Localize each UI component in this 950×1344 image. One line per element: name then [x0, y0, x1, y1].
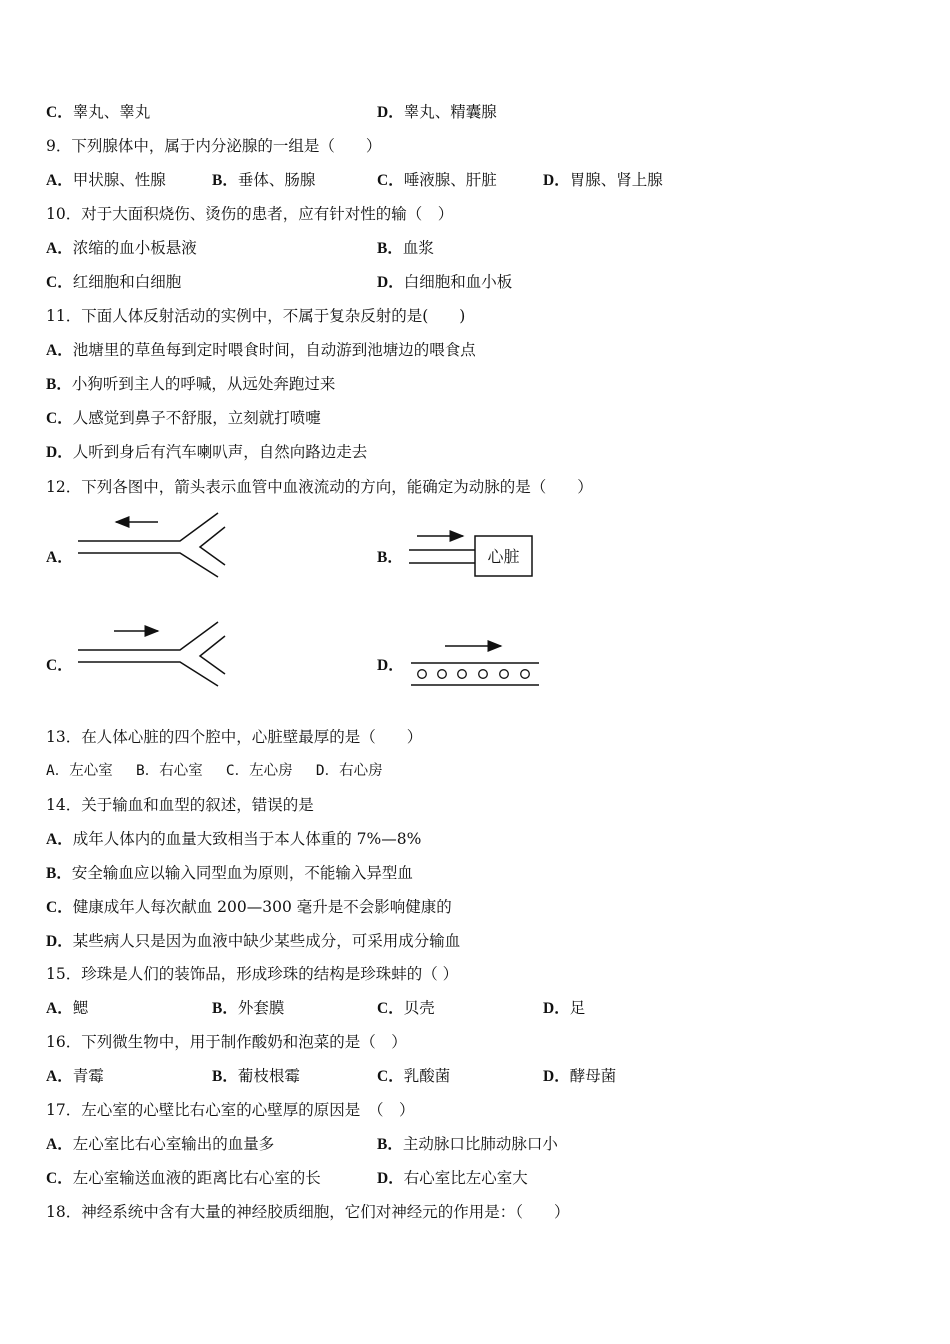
- option-letter: D．: [46, 933, 73, 950]
- q12-option-b: [377, 547, 403, 568]
- option-text: 小狗听到主人的呼喊，从远处奔跑过来: [71, 375, 336, 393]
- option-letter: C．: [46, 104, 73, 121]
- option-letter: A．: [46, 342, 73, 359]
- vessel-lower-branch: [78, 553, 218, 577]
- option-text: 足: [569, 999, 586, 1017]
- option-letter: B．: [46, 376, 72, 393]
- option-text: 左心室比右心室输出的血量多: [72, 1135, 275, 1153]
- q16-option-d: [543, 1066, 616, 1087]
- option-letter: D．: [377, 1170, 404, 1187]
- q12-stem: 12．下列各图中，箭头表示血管中血液流动的方向，能确定为动脉的是（ ）: [46, 478, 593, 496]
- option-letter: D．: [377, 104, 404, 121]
- blood-cells: [418, 670, 530, 679]
- q14-option-c: [46, 897, 452, 918]
- q8-option-d: [377, 102, 497, 123]
- q10-option-a: [46, 238, 197, 259]
- option-text: 红细胞和白细胞: [72, 273, 182, 291]
- option-text: 左心室输送血液的距离比右心室的长: [72, 1169, 321, 1187]
- option-letter: A．: [46, 1000, 73, 1017]
- blood-cell: [479, 670, 488, 679]
- option-text: 某些病人只是因为血液中缺少某些成分，可采用成分输血: [72, 932, 461, 950]
- option-text: 成年人体内的血量大致相当于本人体重的 7%—8%: [72, 830, 422, 848]
- heart-label: 心脏: [487, 547, 520, 566]
- q10-stem: 10．对于大面积烧伤、烫伤的患者，应有针对性的输（ ）: [46, 205, 454, 223]
- q10-option-c: [46, 272, 181, 293]
- blood-cell: [438, 670, 447, 679]
- option-letter: C．: [46, 657, 73, 674]
- option-letter: A．: [46, 240, 73, 257]
- option-text: 人感觉到鼻子不舒服，立刻就打喷嚏: [72, 409, 321, 427]
- option-letter: B．: [212, 1068, 238, 1085]
- option-letter: D．: [46, 444, 73, 461]
- q10-option-d: [377, 272, 512, 293]
- option-text: 乳酸菌: [403, 1067, 451, 1085]
- option-letter: B．: [377, 240, 403, 257]
- q15-option-a: [46, 998, 88, 1019]
- option-letter: D．: [543, 172, 570, 189]
- q17-option-a: [46, 1134, 274, 1155]
- q13-stem: 13．在人体心脏的四个腔中，心脏壁最厚的是（ ）: [46, 728, 423, 746]
- q12-option-a: [46, 547, 73, 568]
- option-letter: C．: [377, 1000, 404, 1017]
- q15-option-c: [377, 998, 435, 1019]
- option-text: 甲状腺、性腺: [72, 171, 166, 189]
- option-text: 唾液腺、肝脏: [403, 171, 497, 189]
- q14-option-b: [46, 863, 413, 884]
- q9-stem: 9．下列腺体中，属于内分泌腺的一组是（ ）: [46, 137, 382, 155]
- option-text: 睾丸、睾丸: [72, 103, 151, 121]
- q11-option-a: [46, 340, 476, 361]
- option-letter: B．: [377, 1136, 403, 1153]
- option-letter: A．: [46, 831, 73, 848]
- q12-diagram-c: [70, 615, 240, 695]
- q15-option-d: [543, 998, 585, 1019]
- option-letter: D．: [543, 1000, 570, 1017]
- option-letter: A．: [46, 1136, 73, 1153]
- option-letter: D．: [377, 274, 404, 291]
- q11-option-b: [46, 374, 335, 395]
- option-text: 酵母菌: [569, 1067, 617, 1085]
- option-text: 外套膜: [237, 999, 285, 1017]
- blood-cell: [418, 670, 427, 679]
- option-letter: D．: [543, 1068, 570, 1085]
- option-letter: C．: [46, 410, 73, 427]
- option-text: 鳃: [72, 999, 89, 1017]
- option-letter: C．: [377, 172, 404, 189]
- q17-option-c: [46, 1168, 321, 1189]
- option-text: 人听到身后有汽车喇叭声，自然向路边走去: [72, 443, 368, 461]
- option-letter: C．: [377, 1068, 404, 1085]
- option-text: 健康成年人每次献血 200—300 毫升是不会影响健康的: [72, 898, 452, 916]
- option-letter: A．: [46, 1068, 73, 1085]
- q8-option-c: [46, 102, 150, 123]
- blood-cell: [458, 670, 467, 679]
- option-letter: B．: [212, 1000, 238, 1017]
- q10-option-b: [377, 238, 434, 259]
- option-text: 睾丸、精囊腺: [403, 103, 497, 121]
- q16-option-b: [212, 1066, 300, 1087]
- option-text: 右心室比左心室大: [403, 1169, 528, 1187]
- q15-stem: 15．珍珠是人们的装饰品，形成珍珠的结构是珍珠蚌的（ ）: [46, 965, 459, 983]
- option-text: 浓缩的血小板悬液: [72, 239, 197, 257]
- q14-option-a: [46, 829, 421, 850]
- q16-option-c: [377, 1066, 450, 1087]
- q12-option-d: [377, 655, 404, 676]
- q13-options: A．左心室 B．右心室 C．左心房 D．右心房: [46, 763, 383, 779]
- option-letter: C．: [46, 899, 73, 916]
- option-letter: A．: [46, 172, 73, 189]
- vessel-fork-inner: [200, 636, 225, 674]
- q12-diagram-b: [405, 525, 540, 585]
- q16-stem: 16．下列微生物中，用于制作酸奶和泡菜的是（ ）: [46, 1033, 407, 1051]
- q17-stem: 17．左心室的心壁比右心室的心壁厚的原因是 （ ）: [46, 1101, 415, 1119]
- q18-stem: 18．神经系统中含有大量的神经胶质细胞，它们对神经元的作用是：（ ）: [46, 1203, 570, 1221]
- option-text: 贝壳: [403, 999, 435, 1017]
- q11-stem: 11．下面人体反射活动的实例中，不属于复杂反射的是( ): [46, 307, 466, 325]
- q9-option-c: [377, 170, 497, 191]
- q17-option-d: [377, 1168, 528, 1189]
- option-text: 垂体、肠腺: [237, 171, 316, 189]
- option-text: 胃腺、肾上腺: [569, 171, 663, 189]
- option-text: 池塘里的草鱼每到定时喂食时间，自动游到池塘边的喂食点: [72, 341, 476, 359]
- q9-option-b: [212, 170, 315, 191]
- vessel-lower-branch: [78, 662, 218, 686]
- option-letter: C．: [46, 274, 73, 291]
- option-letter: B．: [46, 865, 72, 882]
- q12-diagram-a: [70, 505, 240, 585]
- q14-option-d: [46, 931, 460, 952]
- q11-option-c: [46, 408, 321, 429]
- vessel-fork-inner: [200, 527, 225, 565]
- q16-option-a: [46, 1066, 104, 1087]
- q14-stem: 14．关于输血和血型的叙述，错误的是: [46, 796, 314, 814]
- q17-option-b: [377, 1134, 558, 1155]
- q9-option-a: [46, 170, 166, 191]
- q15-option-b: [212, 998, 284, 1019]
- option-letter: A．: [46, 549, 73, 566]
- q12-diagram-d: [405, 635, 545, 690]
- option-text: 葡枝根霉: [237, 1067, 300, 1085]
- q12-option-c: [46, 655, 73, 676]
- option-text: 白细胞和血小板: [403, 273, 513, 291]
- q11-option-d: [46, 442, 367, 463]
- blood-cell: [500, 670, 509, 679]
- blood-cell: [521, 670, 530, 679]
- option-letter: D．: [377, 657, 404, 674]
- option-letter: C．: [46, 1170, 73, 1187]
- option-text: 主动脉口比肺动脉口小: [402, 1135, 558, 1153]
- vessel-upper-branch: [78, 513, 218, 541]
- option-letter: B．: [377, 549, 403, 566]
- option-text: 血浆: [402, 239, 434, 257]
- q9-option-d: [543, 170, 663, 191]
- option-text: 青霉: [72, 1067, 104, 1085]
- option-letter: B．: [212, 172, 238, 189]
- vessel-upper-branch: [78, 622, 218, 650]
- option-text: 安全输血应以输入同型血为原则，不能输入异型血: [71, 864, 413, 882]
